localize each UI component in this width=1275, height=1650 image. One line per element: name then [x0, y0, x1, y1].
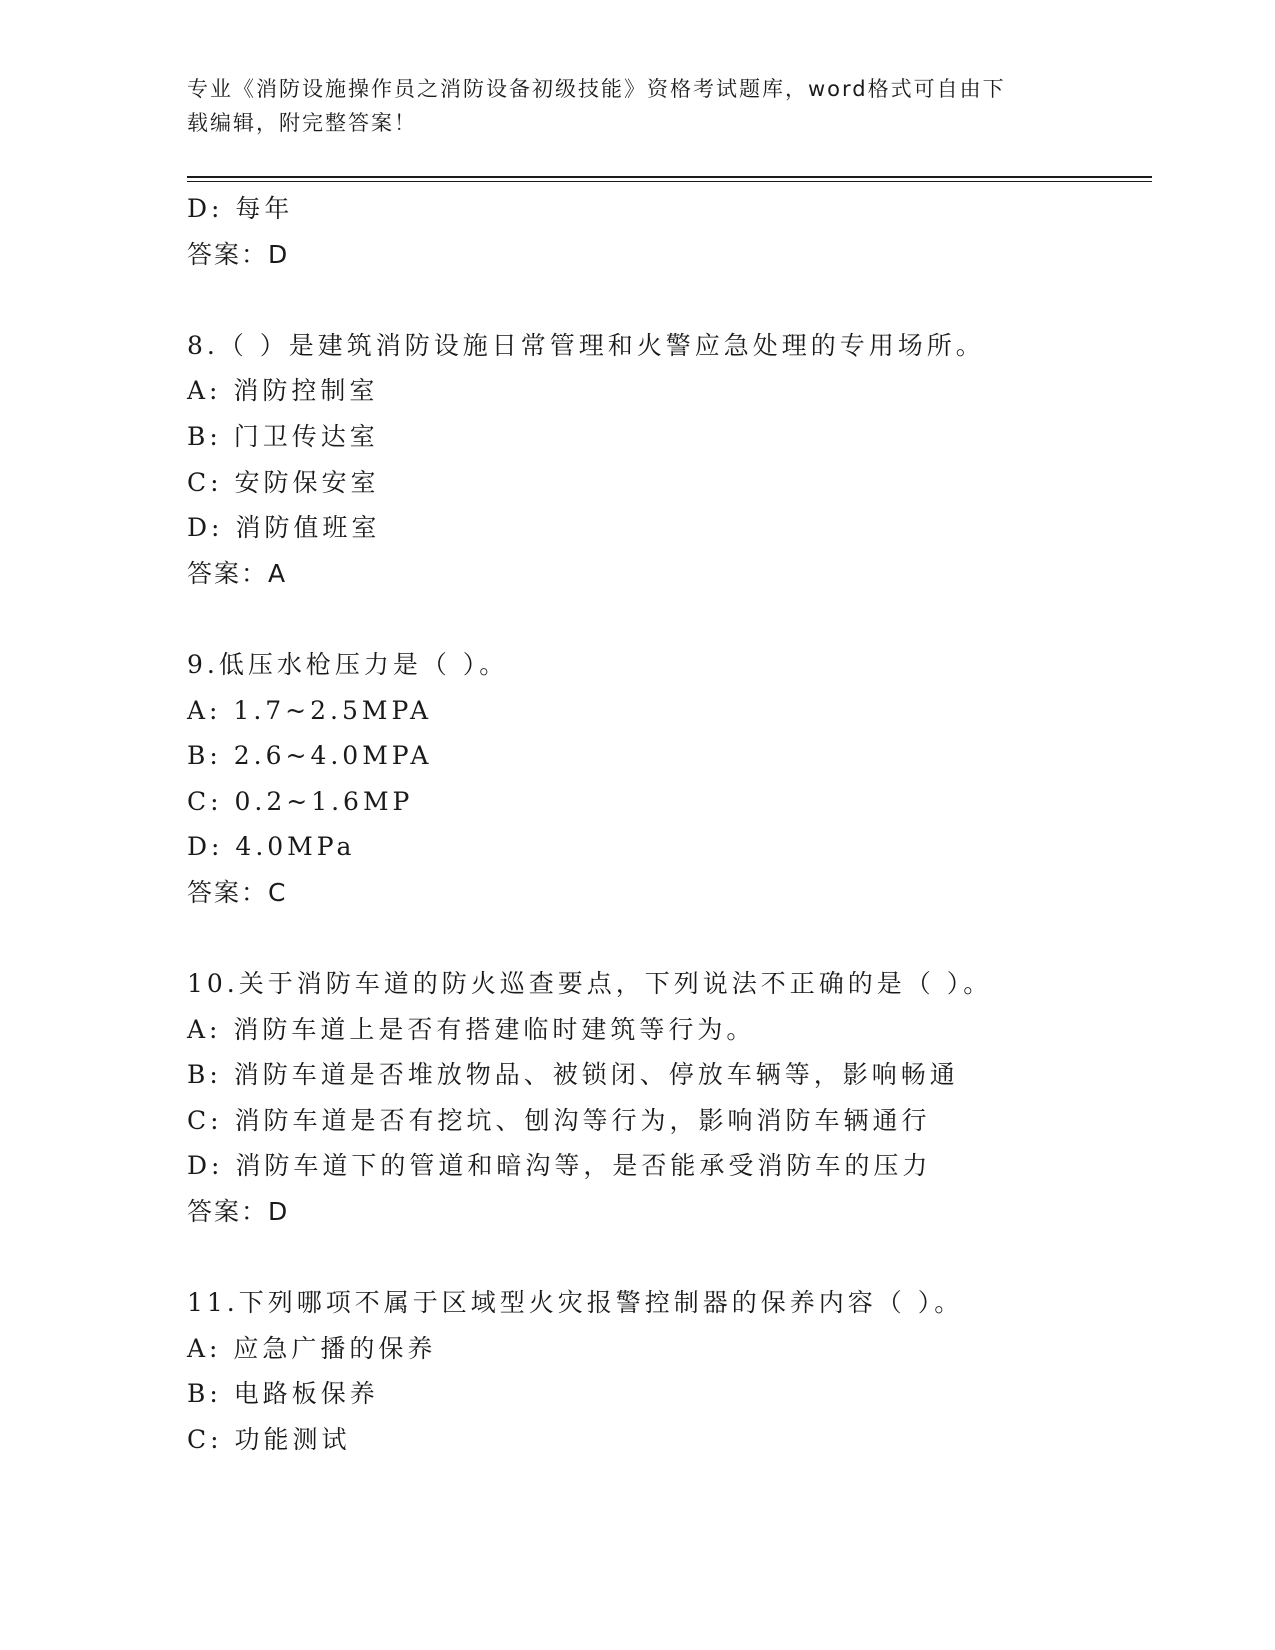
header-divider-thick [187, 176, 1152, 178]
option-c: C: 功能测试 [187, 1425, 351, 1455]
header-line-2: 载编辑，附完整答案！ [187, 111, 417, 135]
option-b: B: 门卫传达室 [187, 421, 379, 451]
option-c: C: 消防车道是否有挖坑、刨沟等行为，影响消防车辆通行 [187, 1105, 931, 1135]
question-stem: 11.下列哪项不属于区域型火灾报警控制器的保养内容（ ）。 [187, 1288, 964, 1318]
spacer [187, 916, 1152, 962]
option-d: D: 消防车道下的管道和暗沟等，是否能承受消防车的压力 [187, 1151, 932, 1181]
answer-line: 答案：C [187, 877, 288, 907]
question-10 [187, 961, 1152, 1235]
header-divider-thin [187, 181, 1152, 182]
answer-line: 答案：D [187, 1197, 290, 1227]
question-9 [187, 642, 1152, 916]
question-list [187, 186, 1152, 1463]
option-d: D: 消防值班室 [187, 513, 381, 543]
option-d: D: 每年 [187, 194, 294, 223]
option-a: A: 应急广播的保养 [187, 1333, 437, 1363]
answer-line: 答案：D [187, 239, 290, 269]
option-b: B: 电路板保养 [187, 1379, 379, 1409]
spacer [187, 596, 1152, 642]
option-b: B: 消防车道是否堆放物品、被锁闭、停放车辆等，影响畅通 [187, 1060, 959, 1090]
option-a: A: 1.7~2.5MPA [187, 695, 433, 725]
question-stem: 9.低压水枪压力是（ ）。 [187, 649, 509, 679]
question-stem: 10.关于消防车道的防火巡查要点，下列说法不正确的是（ ）。 [187, 969, 993, 999]
header-line-1: 专业《消防设施操作员之消防设备初级技能》资格考试题库，word格式可自由下 [187, 77, 1006, 101]
question-8 [187, 323, 1152, 597]
option-a: A: 消防车道上是否有搭建临时建筑等行为。 [187, 1014, 756, 1044]
answer-line: 答案：A [187, 558, 288, 588]
option-d: D: 4.0MPa [187, 832, 356, 862]
option-c: C: 安防保安室 [187, 467, 380, 497]
question-stem: 8.（ ）是建筑消防设施日常管理和火警应急处理的专用场所。 [187, 330, 985, 360]
question-11 [187, 1280, 1152, 1462]
option-a: A: 消防控制室 [187, 376, 379, 406]
option-b: B: 2.6~4.0MPA [187, 741, 433, 771]
spacer [187, 1235, 1152, 1281]
spacer [187, 277, 1152, 323]
page-header [187, 72, 1067, 140]
option-c: C: 0.2~1.6MP [187, 786, 414, 816]
